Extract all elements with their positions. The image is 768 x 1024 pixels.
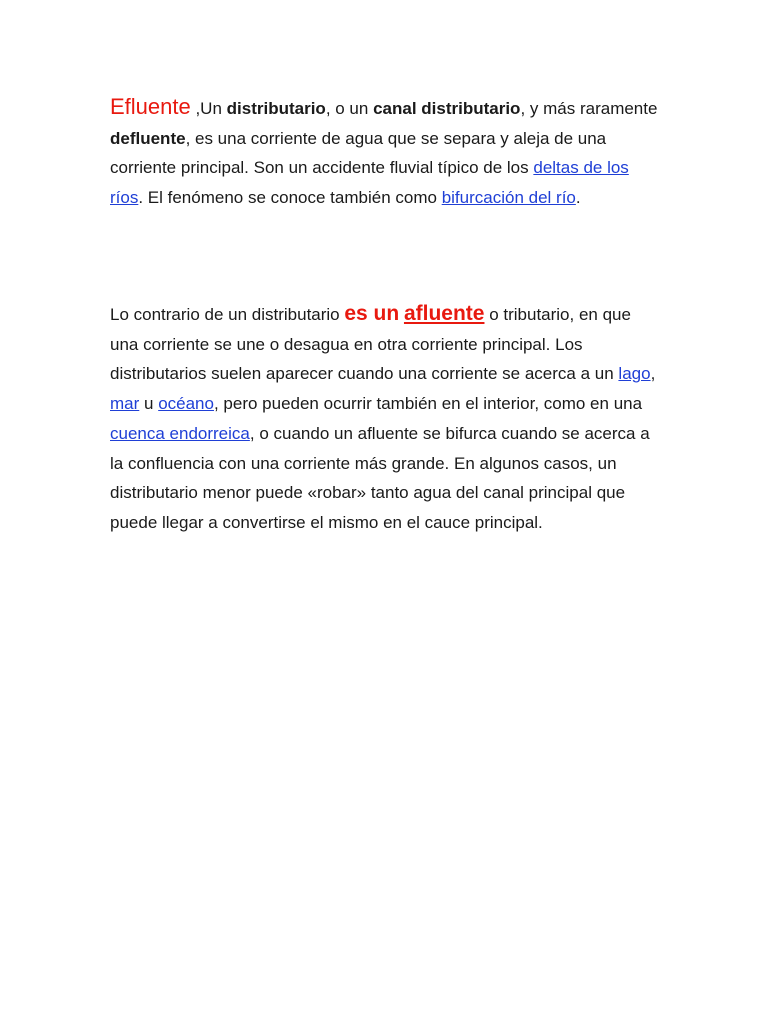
text-run: , o cuando un afluente se bifurca cuando se acerca a la confluencia con una corriente más grande. En algunos casos, un distributario menor puede «robar» tanto agua del canal principal que puede llegar a convertirse el mismo en el cauce principal. bbox=[110, 423, 650, 532]
link-cuenca-endorreica[interactable]: cuenca endorreica bbox=[110, 423, 250, 443]
link-lago[interactable]: lago bbox=[618, 364, 651, 384]
text-run: ,Un bbox=[190, 99, 227, 118]
text-run: Lo contrario de un distributario bbox=[110, 305, 345, 324]
text-run: , es una corriente de agua que se separa y aleja de una corriente principal. Son un accidente fluvial típico de los bbox=[110, 128, 607, 178]
link-mar[interactable]: mar bbox=[110, 394, 140, 414]
link-oceano[interactable]: océano bbox=[158, 394, 214, 414]
text-run: o tributario, en que una corriente se une o desagua en otra corriente principal. Los distributarios suelen aparecer cuando una corriente se acerca a un bbox=[110, 305, 631, 384]
link-afluente[interactable]: afluente bbox=[403, 302, 485, 325]
text-run: , pero pueden ocurrir también en el interior, como en una bbox=[213, 394, 643, 414]
bold-term-distributario: distributario bbox=[226, 99, 326, 118]
link-bifurcacion-del-rio[interactable]: bifurcación del río bbox=[441, 188, 576, 208]
bold-term-canal-distributario: canal distributario bbox=[373, 99, 521, 118]
text-run: , bbox=[650, 364, 656, 384]
text-run: . El fenómeno se conoce también como bbox=[138, 188, 442, 208]
paragraph-afluente bbox=[110, 299, 662, 538]
red-emphasis-es-un: es un bbox=[344, 302, 400, 325]
text-run: , o un bbox=[325, 99, 374, 118]
title-word-efluente: Efluente bbox=[110, 94, 191, 119]
text-run: , y más raramente bbox=[520, 99, 658, 118]
text-run: u bbox=[139, 394, 159, 414]
text-run: . bbox=[575, 188, 581, 208]
link-deltas-de-los-rios[interactable]: deltas de los ríos bbox=[110, 158, 629, 208]
paragraph-efluente bbox=[110, 92, 662, 213]
bold-term-defluente: defluente bbox=[110, 128, 186, 148]
